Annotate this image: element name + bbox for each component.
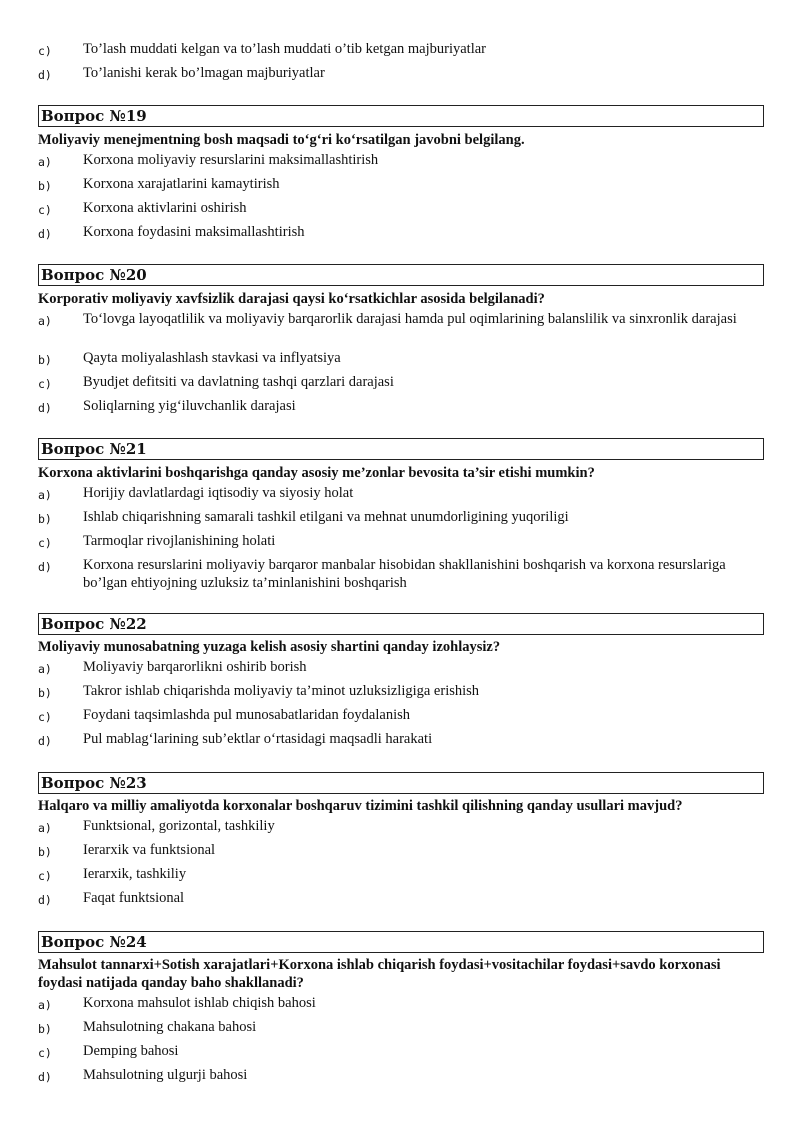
answer-option[interactable] — [38, 40, 768, 60]
answer-letter: d) — [38, 401, 52, 415]
answer-option[interactable] — [38, 64, 768, 84]
answer-letter: d) — [38, 560, 52, 574]
answer-text: Soliqlarning yig‘iluvchanlik darajasi — [83, 398, 296, 414]
answer-text: To’lash muddati kelgan va to’lash muddati o’tib ketgan majburiyatlar — [83, 41, 487, 57]
answer-text: Ierarxik, tashkiliy — [83, 866, 187, 882]
answer-letter: a) — [38, 314, 52, 328]
question-header: Вопрос №19 — [38, 105, 764, 127]
answer-option[interactable] — [38, 1018, 768, 1038]
answer-letter: a) — [38, 488, 52, 502]
question-header: Вопрос №20 — [38, 264, 764, 286]
answer-option[interactable] — [38, 682, 768, 702]
answer-text: Byudjet defitsiti va davlatning tashqi qarzlari darajasi — [83, 374, 394, 390]
answer-text: Horijiy davlatlardagi iqtisodiy va siyosiy holat — [83, 485, 354, 501]
question-text: Halqaro va milliy amaliyotda korxonalar boshqaruv tizimini tashkil qilishning qanday usullari mavjud? — [38, 798, 683, 814]
answer-option[interactable] — [38, 223, 768, 243]
answer-letter: b) — [38, 512, 52, 526]
answer-option[interactable] — [38, 556, 768, 592]
answer-option[interactable] — [38, 817, 768, 837]
answer-option[interactable] — [38, 508, 768, 528]
answer-letter: d) — [38, 68, 52, 82]
answer-text: Takror ishlab chiqarishda moliyaviy ta’minot uzluksizligiga erishish — [83, 683, 480, 699]
question-text: Moliyaviy munosabatning yuzaga kelish asosiy shartini qanday izohlaysiz? — [38, 639, 501, 655]
answer-text: Ierarxik va funktsional — [83, 842, 216, 858]
answer-letter: c) — [38, 203, 52, 217]
answer-letter: c) — [38, 44, 52, 58]
answer-letter: a) — [38, 998, 52, 1012]
answer-letter: d) — [38, 893, 52, 907]
answer-option[interactable] — [38, 658, 768, 678]
answer-text: Korxona mahsulot ishlab chiqish bahosi — [83, 995, 316, 1011]
answer-letter: a) — [38, 662, 52, 676]
answer-text: Demping bahosi — [83, 1043, 179, 1059]
answer-text: Faqat funktsional — [83, 890, 185, 906]
answer-letter: c) — [38, 1046, 52, 1060]
question-header: Вопрос №21 — [38, 438, 764, 460]
answer-option[interactable] — [38, 199, 768, 219]
answer-option[interactable] — [38, 175, 768, 195]
answer-option[interactable] — [38, 865, 768, 885]
answer-letter: d) — [38, 227, 52, 241]
answer-letter: b) — [38, 686, 52, 700]
answer-letter: d) — [38, 1070, 52, 1084]
answer-text: Korxona xarajatlarini kamaytirish — [83, 176, 280, 192]
answer-option[interactable] — [38, 532, 768, 552]
answer-text: Tarmoqlar rivojlanishining holati — [83, 533, 276, 549]
answer-text: To‘lovga layoqatlilik va moliyaviy barqarorlik darajasi hamda pul oqimlarining balanslilik va sinxronlik darajasi — [83, 311, 737, 327]
answer-text: Funktsional, gorizontal, tashkiliy — [83, 818, 275, 834]
answer-letter: c) — [38, 536, 52, 550]
answer-option[interactable] — [38, 730, 768, 750]
answer-option[interactable] — [38, 310, 768, 330]
answer-text: Mahsulotning ulgurji bahosi — [83, 1067, 248, 1083]
answer-option[interactable] — [38, 397, 768, 417]
answer-option[interactable] — [38, 1066, 768, 1086]
answer-text: Korxona foydasini maksimallashtirish — [83, 224, 305, 240]
answer-letter: b) — [38, 845, 52, 859]
question-text: Moliyaviy menejmentning bosh maqsadi to‘g‘ri ko‘rsatilgan javobni belgilang. — [38, 132, 525, 148]
answer-letter: b) — [38, 353, 52, 367]
answer-option[interactable] — [38, 889, 768, 909]
question-text: Mahsulot tannarxi+Sotish xarajatlari+Korxona ishlab chiqarish foydasi+vositachilar foydasi+savdo korxonasi foydasi natijada qanday baho shakllanadi? — [38, 957, 721, 991]
answer-letter: c) — [38, 869, 52, 883]
answer-text: Ishlab chiqarishning samarali tashkil etilgani va mehnat unumdorligining yuqoriligi — [83, 509, 569, 525]
answer-option[interactable] — [38, 373, 768, 393]
answer-letter: c) — [38, 377, 52, 391]
answer-letter: c) — [38, 710, 52, 724]
answer-option[interactable] — [38, 151, 768, 171]
answer-letter: d) — [38, 734, 52, 748]
answer-text: To’lanishi kerak bo’lmagan majburiyatlar — [83, 65, 325, 81]
answer-text: Moliyaviy barqarorlikni oshirib borish — [83, 659, 307, 675]
question-header: Вопрос №23 — [38, 772, 764, 794]
answer-letter: a) — [38, 821, 52, 835]
answer-option[interactable] — [38, 994, 768, 1014]
answer-option[interactable] — [38, 706, 768, 726]
answer-letter: b) — [38, 179, 52, 193]
question-text: Korporativ moliyaviy xavfsizlik darajasi qaysi ko‘rsatkichlar asosida belgilanadi? — [38, 291, 545, 307]
answer-text: Qayta moliyalashlash stavkasi va inflyatsiya — [83, 350, 341, 366]
answer-option[interactable] — [38, 484, 768, 504]
answer-text: Foydani taqsimlashda pul munosabatlaridan foydalanish — [83, 707, 410, 723]
question-header: Вопрос №24 — [38, 931, 764, 953]
answer-text: Mahsulotning chakana bahosi — [83, 1019, 257, 1035]
question-text: Korxona aktivlarini boshqarishga qanday asosiy me’zonlar bevosita ta’sir etishi mumkin? — [38, 465, 595, 481]
answer-letter: a) — [38, 155, 52, 169]
answer-option[interactable] — [38, 1042, 768, 1062]
answer-letter: b) — [38, 1022, 52, 1036]
answer-text: Korxona resurslarini moliyaviy barqaror manbalar hisobidan shakllanishini boshqarish va korxona resurslariga bo’lgan ehtiyojning uzluksiz ta’minlanishini boshqarish — [83, 557, 726, 591]
answer-text: Korxona aktivlarini oshirish — [83, 200, 247, 216]
answer-text: Korxona moliyaviy resurslarini maksimallashtirish — [83, 152, 379, 168]
answer-option[interactable] — [38, 841, 768, 861]
answer-option[interactable] — [38, 349, 768, 369]
question-header: Вопрос №22 — [38, 613, 764, 635]
answer-text: Pul mablag‘larining sub’ektlar o‘rtasidagi maqsadli harakati — [83, 731, 433, 747]
